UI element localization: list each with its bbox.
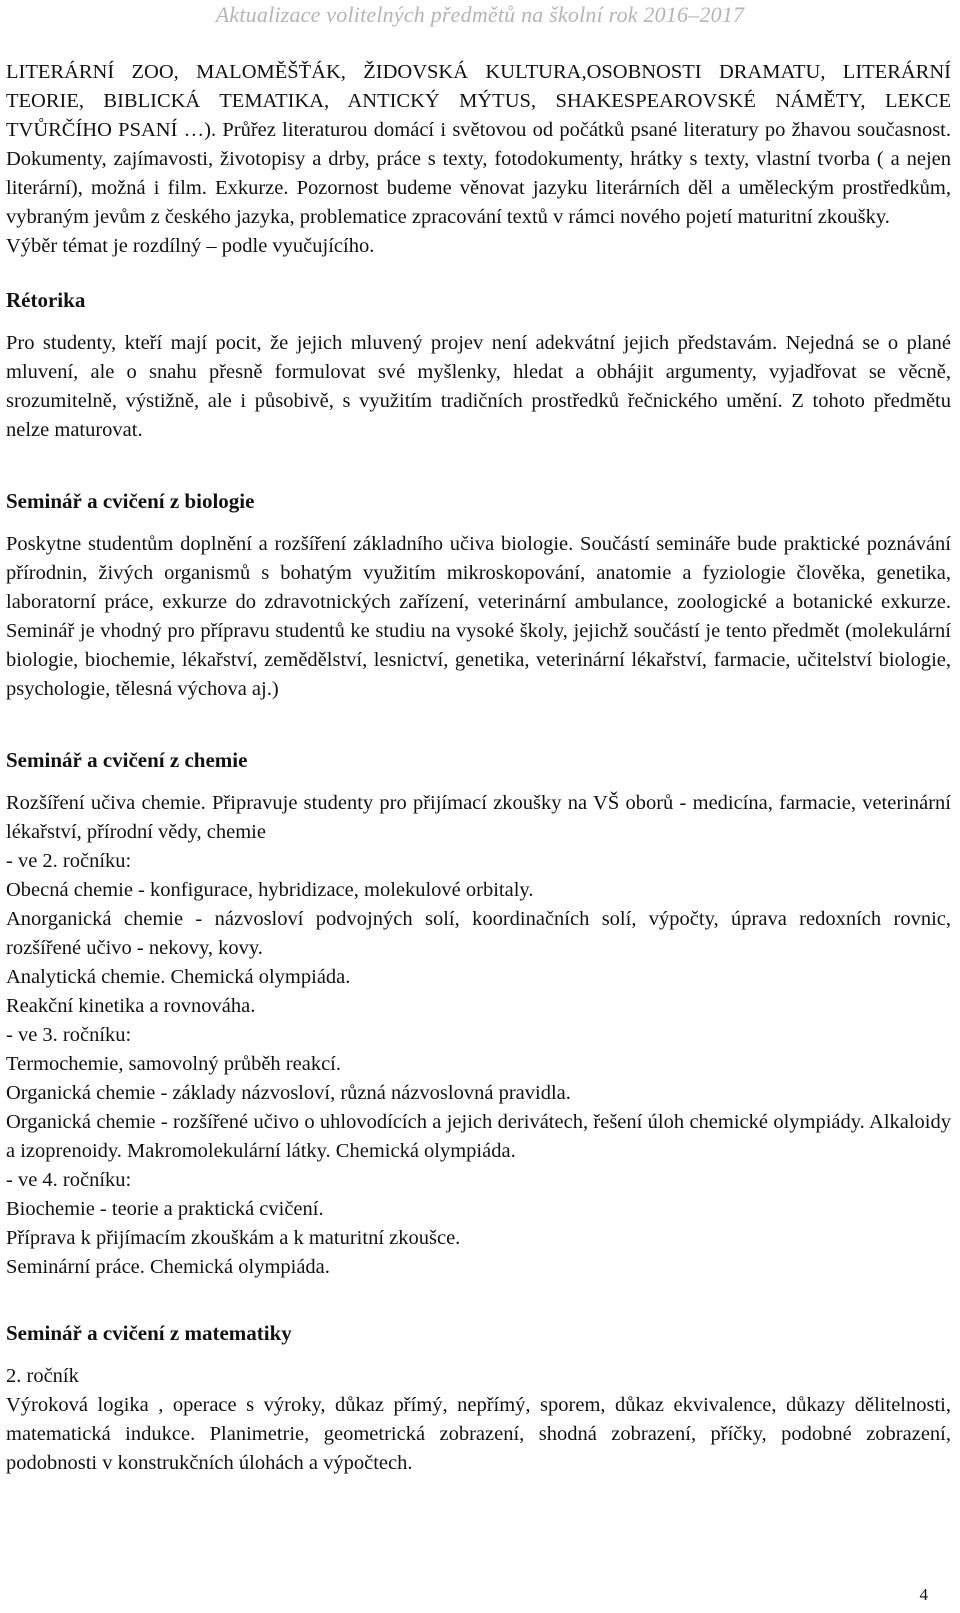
- chemie-line: Organická chemie - rozšířené učivo o uhlovodících a jejich derivátech, řešení úloh chemické olympiády. Alkaloidy a izoprenoidy. Makromolekulární látky. Chemická olympiáda.: [6, 1111, 951, 1162]
- chemie-line: Termochemie, samovolný průběh reakcí.: [6, 1053, 341, 1075]
- biologie-heading: Seminář a cvičení z biologie: [6, 489, 255, 513]
- matematika-paragraph: Výroková logika , operace s výroky, důkaz přímý, nepřímý, sporem, důkaz ekvivalence, důkazy dělitelnosti, matematická indukce. Planimetrie, geometrická zobrazení, shodná zobrazení, příčky, podobné zobrazení, podobnosti v konstrukčních úlohách a výpočtech.: [6, 1394, 951, 1474]
- chemie-line: Příprava k přijímacím zkouškám a k maturitní zkoušce.: [6, 1227, 461, 1249]
- chemie-section: [6, 746, 951, 1282]
- matematika-section: [6, 1319, 951, 1478]
- chemie-line: - ve 4. ročníku:: [6, 1169, 132, 1191]
- chemie-line: - ve 2. ročníku:: [6, 850, 132, 872]
- chemie-line: Seminární práce. Chemická olympiáda.: [6, 1256, 330, 1278]
- matematika-subtitle: 2. ročník: [6, 1365, 79, 1387]
- biologie-section: [6, 487, 951, 704]
- literature-section: [6, 58, 951, 261]
- chemie-line: - ve 3. ročníku:: [6, 1024, 132, 1046]
- chemie-line: Reakční kinetika a rovnováha.: [6, 995, 256, 1017]
- chemie-heading: Seminář a cvičení z chemie: [6, 748, 248, 772]
- biologie-paragraph: Poskytne studentům doplnění a rozšíření základního učiva biologie. Součástí semináře bude praktické poznávání přírodnin, živých organismů s bohatým využitím mikroskopování, anatomie a fyziologie člověka, genetika, laboratorní práce, exkurze do zdravotnických zařízení, veterinární ambulance, zoologické a botanické exkurze. Seminář je vhodný pro přípravu studentů ke studiu na vysoké školy, jejichž součástí je tento předmět (molekulární biologie, biochemie, lékařství, zemědělství, lesnictví, genetika, veterinární lékařství, farmacie, učitelství biologie, psychologie, tělesná výchova aj.): [6, 533, 951, 700]
- retorika-paragraph: Pro studenty, kteří mají pocit, že jejich mluvený projev není adekvátní jejich představám. Nejedná se o plané mluvení, ale o snahu přesně formulovat své myšlenky, hledat a obhájit argumenty, vyjadřovat se věcně, srozumitelně, výstižně, ale i působivě, s využitím tradičních prostředků řečnického umění. Z tohoto předmětu nelze maturovat.: [6, 332, 951, 441]
- retorika-section: [6, 286, 951, 445]
- chemie-line: Analytická chemie. Chemická olympiáda.: [6, 966, 351, 988]
- page-number: 4: [919, 1585, 928, 1604]
- literature-note: Výběr témat je rozdílný – podle vyučujícího.: [6, 235, 375, 257]
- chemie-line: Anorganická chemie - názvosloví podvojných solí, koordinačních solí, výpočty, úprava redoxních rovnic, rozšířené učivo - nekovy, kovy.: [6, 908, 951, 959]
- chemie-line: Biochemie - teorie a praktická cvičení.: [6, 1198, 324, 1220]
- matematika-heading: Seminář a cvičení z matematiky: [6, 1321, 292, 1345]
- literature-paragraph: LITERÁRNÍ ZOO, MALOMĚŠŤÁK, ŽIDOVSKÁ KULTURA,OSOBNOSTI DRAMATU, LITERÁRNÍ TEORIE, BIBLICKÁ TEMATIKA, ANTICKÝ MÝTUS, SHAKESPEAROVSKÉ NÁMĚTY, LEKCE TVŮRČÍHO PSANÍ …). Průřez literaturou domácí i světovou od počátků psané literatury po žhavou současnost. Dokumenty, zajímavosti, životopisy a drby, práce s texty, fotodokumenty, hrátky s texty, vlastní tvorba ( a nejen literární), možná i film. Exkurze. Pozornost budeme věnovat jazyku literárních děl a uměleckým prostředkům, vybraným jevům z českého jazyka, problematice zpracování textů v rámci nového pojetí maturitní zkoušky.: [6, 61, 951, 228]
- chemie-intro: Rozšíření učiva chemie. Připravuje studenty pro přijímací zkoušky na VŠ oborů - medicína, farmacie, veterinární lékařství, přírodní vědy, chemie: [6, 792, 951, 843]
- chemie-line: Organická chemie - základy názvosloví, různá názvoslovná pravidla.: [6, 1082, 571, 1104]
- page-content: [6, 58, 951, 1478]
- chemie-line: Obecná chemie - konfigurace, hybridizace, molekulové orbitaly.: [6, 879, 534, 901]
- retorika-heading: Rétorika: [6, 288, 86, 312]
- page-header: Aktualizace volitelných předmětů na školní rok 2016–2017: [215, 2, 745, 27]
